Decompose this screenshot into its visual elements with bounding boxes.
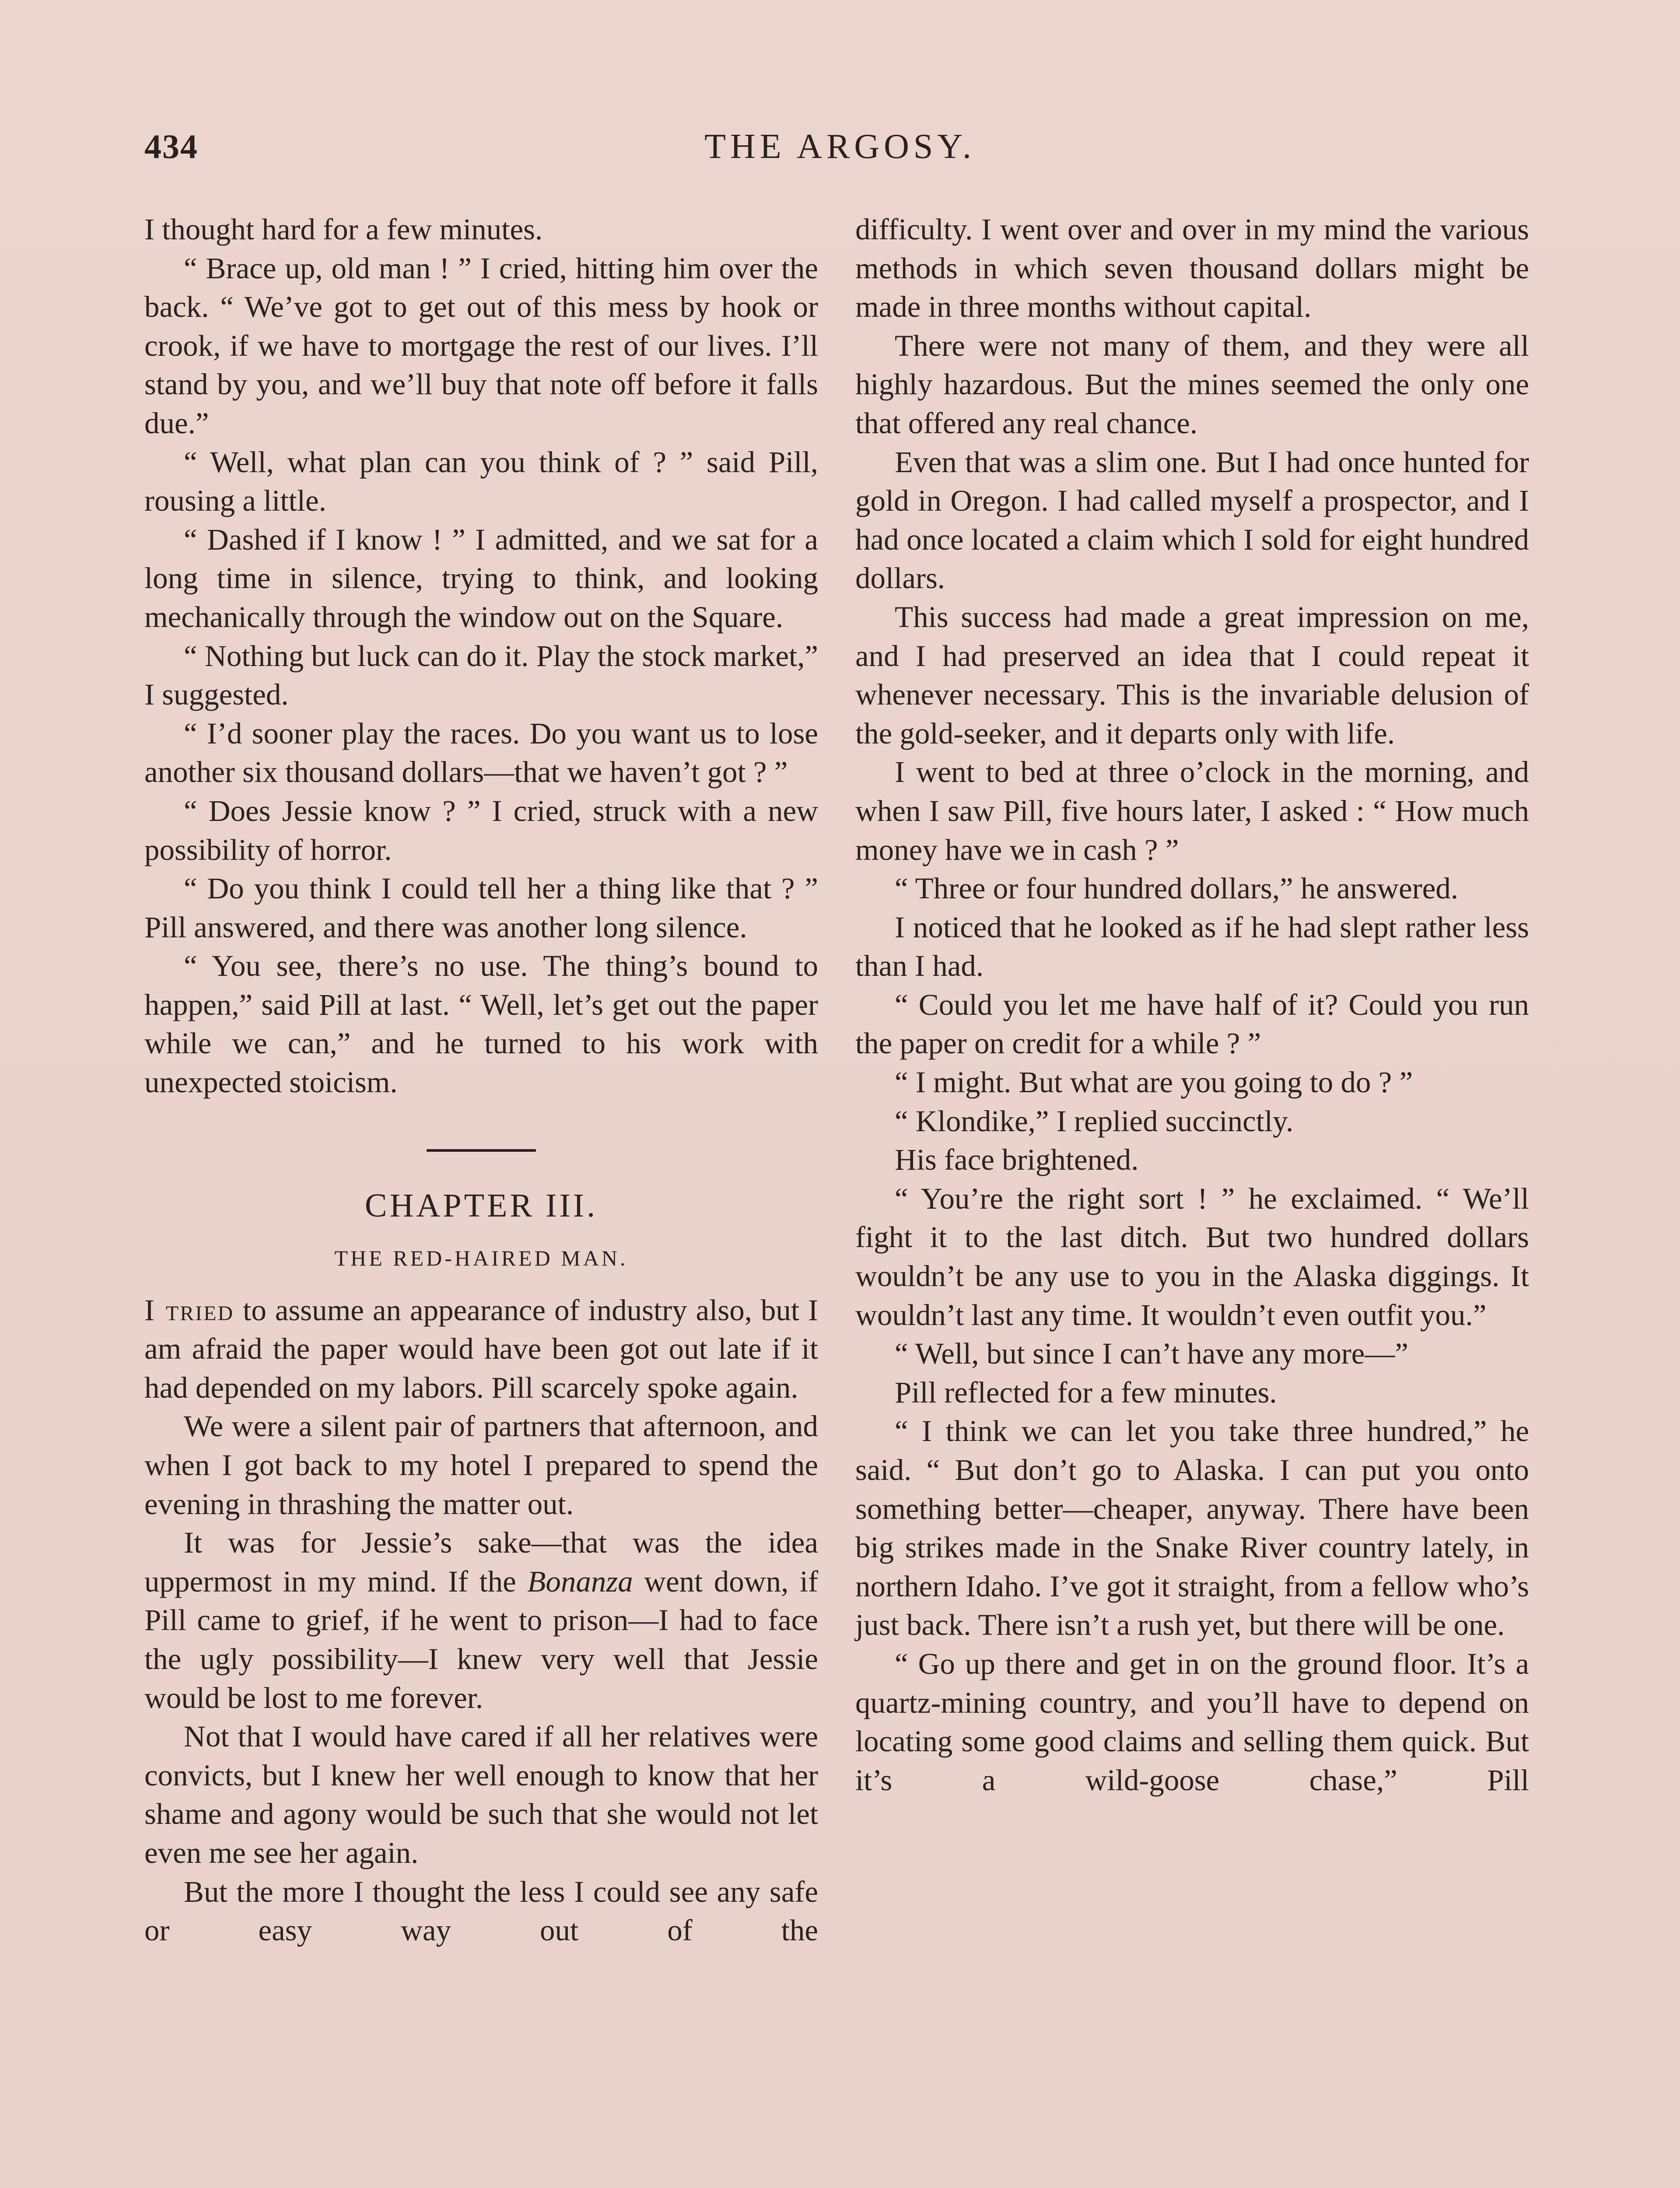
italic-title: Bonanza bbox=[527, 1564, 633, 1598]
paragraph: “ I think we can let you take three hundred,” he said. “ But don’t go to Alaska. I can put you onto something better—cheaper, anyway. There have been big strikes made in the Snake River country lately, in northern Idaho. I’ve got it straight, from a fellow who’s just back. There isn’t a rush yet, but there will be one. bbox=[855, 1414, 1529, 1642]
paragraph: I went to bed at three o’clock in the morning, and when I saw Pill, five hours later, I asked : “ How much money have we in cash ? ” bbox=[855, 755, 1529, 866]
paragraph: “ Do you think I could tell her a thing like that ? ” Pill answered, and there was another long silence. bbox=[144, 872, 818, 944]
paragraph: But the more I thought the less I could see any safe or easy way out of the bbox=[144, 1875, 818, 1947]
paragraph: “ Does Jessie know ? ” I cried, struck with a new possibility of horror. bbox=[144, 794, 818, 866]
page-number: 434 bbox=[144, 127, 198, 165]
paragraph: “ Nothing but luck can do it. Play the stock market,” I suggested. bbox=[144, 639, 818, 712]
paragraph: “ Well, but since I can’t have any more—” bbox=[895, 1337, 1409, 1371]
paragraph: “ You see, there’s no use. The thing’s bound to happen,” said Pill at last. “ Well, let’s get out the paper while we can,” and he turned to his work with unexpected stoicism. bbox=[144, 949, 818, 1099]
paragraph: “ Three or four hundred dollars,” he answered. bbox=[895, 872, 1459, 905]
chapter-opening-paragraph bbox=[144, 1291, 818, 1407]
paragraph: “ Go up there and get in on the ground floor. It’s a quartz-mining country, and you’ll have to depend on locating some good claims and selling them quick. But it’s a wild-goose chase,” Pill bbox=[855, 1647, 1529, 1797]
running-head: THE ARGOSY. bbox=[704, 127, 976, 166]
paragraph: difficulty. I went over and over in my mind the various methods in which seven thousand dollars might be made in three months without capital. bbox=[855, 213, 1529, 324]
section-divider bbox=[427, 1149, 536, 1152]
paragraph: His face brightened. bbox=[895, 1143, 1139, 1177]
page-header bbox=[144, 127, 1536, 175]
paragraph: This success had made a great impression on me, and I had preserved an idea that I could repeat it whenever necessary. This is the invariable delusion of the gold-seeker, and it departs only with life. bbox=[855, 600, 1529, 750]
paragraph: “ Klondike,” I replied succinctly. bbox=[895, 1104, 1294, 1138]
paragraph-text: to assume an appearance of industry also, but I am afraid the paper would have been got out late if it had depended on my labors. Pill scarcely spoke again. bbox=[144, 1293, 818, 1404]
paragraph: Even that was a slim one. But I had once hunted for gold in Oregon. I had called myself a prospector, and I had once located a claim which I sold for eight hundred dollars. bbox=[855, 445, 1529, 595]
paragraph: “ I’d sooner play the races. Do you want us to lose another six thousand dollars—that we haven’t got ? ” bbox=[144, 716, 818, 789]
paragraph: “ Could you let me have half of it? Could you run the paper on credit for a while ? ” bbox=[855, 988, 1529, 1060]
right-column bbox=[855, 210, 1529, 1799]
paragraph: “ Dashed if I know ! ” I admitted, and we sat for a long time in silence, trying to think, and looking mechanically through the window out on the Square. bbox=[144, 522, 818, 634]
paragraph-text: went down, if Pill came to grief, if he went to prison—I had to face the ugly possibility—I knew very well that Jessie would be lost to me forever. bbox=[144, 1564, 818, 1715]
paragraph: I noticed that he looked as if he had slept rather less than I had. bbox=[855, 910, 1529, 983]
paragraph: We were a silent pair of partners that afternoon, and when I got back to my hotel I prepared to spend the evening in thrashing the matter out. bbox=[144, 1410, 818, 1521]
paragraph-text: It was for Jessie’s sake—that was the idea uppermost in my mind. If the bbox=[144, 1526, 818, 1598]
chapter-title: CHAPTER III. bbox=[364, 1187, 598, 1224]
paragraph: There were not many of them, and they were all highly hazardous. But the mines seemed the only one that offered any real chance. bbox=[855, 329, 1529, 440]
paragraph bbox=[144, 1523, 818, 1717]
paragraph: “ Well, what plan can you think of ? ” said Pill, rousing a little. bbox=[144, 445, 818, 518]
paragraph: Pill reflected for a few minutes. bbox=[895, 1375, 1277, 1409]
paragraph: Not that I would have cared if all her relatives were convicts, but I knew her well enough to know that her shame and agony would be such that she would not let even me see her again. bbox=[144, 1720, 818, 1869]
left-column bbox=[144, 210, 818, 1950]
chapter-subtitle: THE RED-HAIRED MAN. bbox=[334, 1245, 628, 1270]
paragraph: I thought hard for a few minutes. bbox=[144, 213, 543, 246]
paragraph: “ Brace up, old man ! ” I cried, hitting him over the back. “ We’ve got to get out of this mess by hook or crook, if we have to mortgage the rest of our lives. I’ll stand by you, and we’ll buy that note off before it falls due.” bbox=[144, 251, 818, 440]
paragraph: “ You’re the right sort ! ” he exclaimed. “ We’ll fight it to the last ditch. But two hundred dollars wouldn’t be any use to you in the Alaska diggings. It wouldn’t last any time. It wouldn’t even outfit you.” bbox=[855, 1182, 1529, 1332]
drop-lead-words: I tried bbox=[144, 1293, 234, 1327]
paragraph: “ I might. But what are you going to do ? ” bbox=[895, 1066, 1413, 1099]
